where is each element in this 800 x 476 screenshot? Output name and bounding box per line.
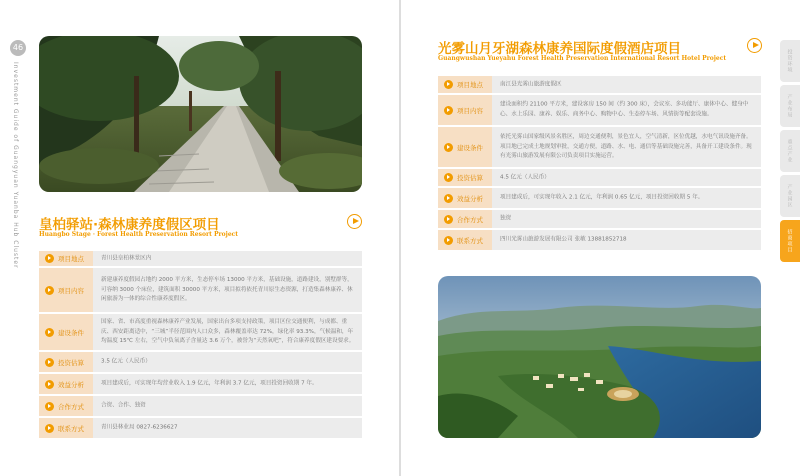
bullet-icon: [45, 286, 54, 295]
table-row: [39, 251, 362, 266]
row-label-text: 项目地点: [457, 81, 483, 89]
left-project-title: 皇柏驿站·森林康养度假区项目: [39, 217, 220, 233]
row-label: [438, 188, 492, 208]
right-project-title: 光雾山月牙湖森林康养国际度假酒店项目: [438, 41, 681, 57]
tab-industrial-parks[interactable]: 产业园区: [780, 175, 800, 217]
row-label: [39, 418, 93, 438]
row-label-text: 合作方式: [457, 215, 483, 224]
row-label: [438, 210, 492, 228]
row-value: 4.5 亿元（人民币）: [500, 173, 550, 180]
play-arrow-icon[interactable]: [747, 38, 762, 53]
row-label: [39, 352, 93, 372]
bullet-icon: [45, 358, 54, 367]
table-row: [39, 396, 362, 416]
table-row: [438, 210, 761, 228]
row-label-text: 项目内容: [457, 106, 483, 115]
tab-investment-environment[interactable]: 投资环境: [780, 40, 800, 82]
table-row: [438, 95, 761, 125]
tab-industry-layout[interactable]: 产业布局: [780, 85, 800, 127]
row-value: 项目建成后，可实现年均营业收入 1.9 亿元，年利润 3.7 亿元，项目投资回收期 7 年。: [101, 380, 318, 387]
row-value: 项目建成后，可实现年收入 2.1 亿元，年利润 0.65 亿元，项目投资回收期 5 年。: [500, 194, 704, 201]
page-number: 46: [10, 40, 26, 56]
row-label-text: 投资估算: [457, 174, 483, 182]
row-value: 建设面积约 21100 平方米，建设客房 150 间（约 300 床），会议室、多功能厅、康体中心、健身中心、水上乐园、康养、娱乐、商务中心、购物中心、生态停车场、风情街等配套设施。: [500, 101, 749, 117]
row-label-text: 合作方式: [58, 402, 84, 411]
bullet-icon: [45, 380, 54, 389]
row-label-text: 项目内容: [58, 286, 84, 295]
row-label-text: 建设条件: [58, 328, 84, 337]
table-row: [39, 374, 362, 394]
table-row: [438, 188, 761, 208]
table-row: [39, 268, 362, 312]
bullet-icon: [444, 106, 453, 115]
row-label: [438, 127, 492, 167]
row-value: 南江县光雾山旅游度假区: [500, 80, 562, 87]
table-row: [438, 76, 761, 93]
bullet-icon: [444, 80, 453, 89]
row-label-text: 联系方式: [58, 424, 84, 433]
row-value: 独资: [500, 215, 512, 222]
bullet-icon: [45, 328, 54, 337]
row-label: [39, 251, 93, 266]
row-value: 新建康养度假园占地约 2000 平方米，生态停车场 13000 平方米，基础设施，道路建设，别墅群等，可容纳 3000 个床位，建筑面积 30000 平方米，项目拟将依托青川原生态资源，打造集森林康养、休闲旅游为一体的综合性康养度假区。: [101, 276, 353, 302]
bullet-icon: [45, 424, 54, 433]
row-label-text: 投资估算: [58, 358, 84, 367]
left-margin-strip: [8, 40, 30, 440]
row-value: 青川县皇柏林景区内: [101, 254, 152, 261]
side-running-text: Investment Guide of Guangyuan Yuanba Hub Cluster: [12, 62, 19, 269]
right-project-subtitle: Guangwushan Yueyahu Forest Health Preservation International Resort Hotel Project: [438, 55, 727, 62]
table-row: [39, 418, 362, 438]
bullet-icon: [444, 194, 453, 203]
row-label: [438, 76, 492, 93]
tab-investment-projects[interactable]: 招商项目: [780, 220, 800, 262]
row-value: 国家、省、市高度重视森林康养产业发展，国家出台多项支持政策，项目区位交通便利，与成都、重庆、西安距离适中，“三城”半径范围内人口众多，森林覆盖率达 72%，绿化率 93.3%，气候温和，年均温度 15℃ 左右，空气中负氧离子含量达 3.6 万个，被誉为“天然氧吧”，符合康养度假区建设要求。: [101, 318, 355, 344]
lake-resort-aerial-photo: [438, 276, 761, 438]
left-project-subtitle: Huangbo Stage · Forest Health Preservation Resort Project: [39, 231, 239, 238]
row-value: 依托光雾山国家级风景名胜区，周边交通便利，景色宜人，空气清新，区位优越，水电气讯设施齐备。项目地已完成土地规划审批，交通方便，道路、水、电、通信等基础设施完善，具备开工建设条件。现有光雾山旅游发展有限公司负责项目实施运营。: [500, 133, 752, 159]
row-label-text: 效益分析: [58, 380, 84, 389]
section-tabs: [780, 40, 800, 265]
table-row: [39, 314, 362, 350]
table-row: [438, 169, 761, 186]
row-value: 青川县林业局 0827-6236627: [101, 424, 178, 431]
row-label-text: 效益分析: [457, 194, 483, 203]
row-label: [39, 268, 93, 312]
row-label-text: 项目地点: [58, 255, 84, 263]
tab-key-industries[interactable]: 重点产业: [780, 130, 800, 172]
table-row: [39, 352, 362, 372]
row-label: [438, 169, 492, 186]
bullet-icon: [444, 143, 453, 152]
play-arrow-icon[interactable]: [347, 214, 362, 229]
row-value: 四川光雾山旅游发展有限公司 张敏 13881852718: [500, 236, 627, 243]
row-label: [39, 314, 93, 350]
bullet-icon: [444, 236, 453, 245]
row-label-text: 建设条件: [457, 143, 483, 152]
row-label: [39, 396, 93, 416]
bullet-icon: [444, 215, 453, 224]
row-label: [438, 95, 492, 125]
table-row: [438, 127, 761, 167]
row-value: 3.5 亿元（人民币）: [101, 358, 151, 365]
forest-path-photo: [39, 36, 362, 192]
bullet-icon: [444, 173, 453, 182]
row-value: 合资、合作、独资: [101, 402, 146, 409]
bullet-icon: [45, 402, 54, 411]
bullet-icon: [45, 254, 54, 263]
table-row: [438, 230, 761, 250]
row-label-text: 联系方式: [457, 236, 483, 245]
row-label: [39, 374, 93, 394]
row-label: [438, 230, 492, 250]
